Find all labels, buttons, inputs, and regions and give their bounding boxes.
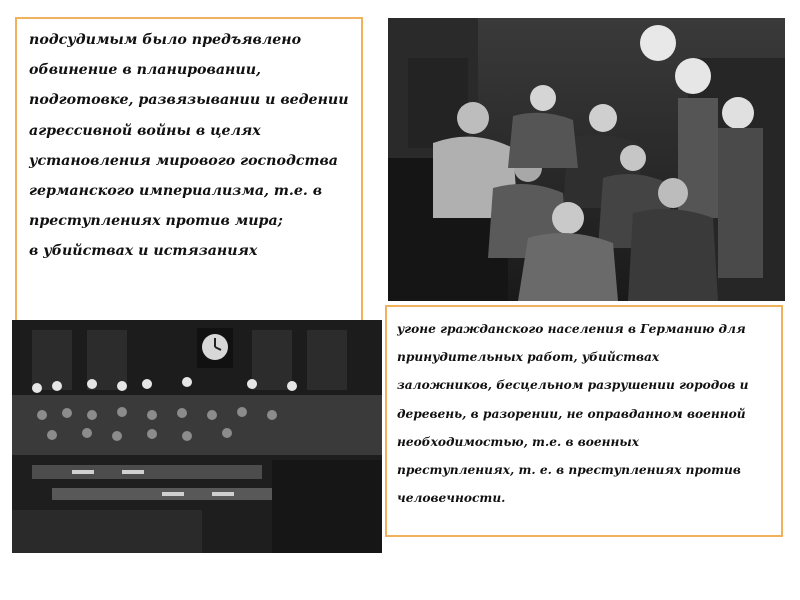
defendants-dock-photo	[388, 18, 785, 301]
text-line: преступлениях против мира;	[29, 213, 283, 230]
text-line: обвинение в планировании,	[29, 62, 261, 79]
text-line: принудительных работ, убийствах	[397, 350, 660, 365]
text-line: угоне гражданского населения в Германию для	[397, 322, 746, 336]
text-line: необходимостью, т.е. в военных	[397, 434, 640, 449]
text-line: деревень, в разорении, не оправданном военной	[397, 406, 746, 421]
text-line: германского империализма, т.е. в	[29, 183, 323, 200]
courtroom-photo	[12, 320, 382, 553]
text-line: подготовке, развязывании и ведении	[29, 92, 349, 109]
text-line: подсудимым было предъявлено	[29, 32, 302, 48]
text-line: в убийствах и истязаниях	[29, 243, 258, 260]
text-line: установления мирового господства	[29, 152, 338, 169]
charges-text-box-2	[385, 305, 783, 537]
text-line: заложников, бесцельном разрушении городов и	[397, 378, 749, 393]
text-line: человечности.	[397, 491, 506, 506]
text-line: преступлениях, т. е. в преступлениях против	[397, 463, 741, 478]
charges-text-box-1	[15, 17, 363, 322]
text-line: агрессивной войны в целях	[29, 122, 261, 139]
